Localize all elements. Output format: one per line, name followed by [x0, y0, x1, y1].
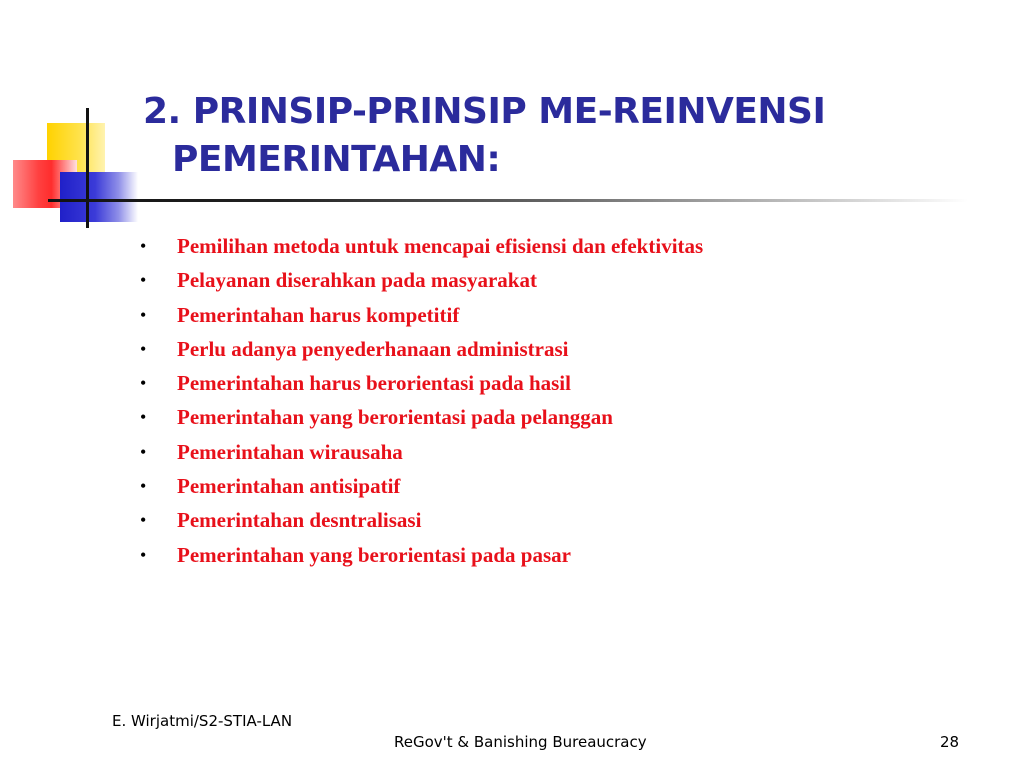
slide-title-line-2: PEMERINTAHAN: [172, 139, 501, 180]
bullet-text: Pelayanan diserahkan pada masyarakat [177, 268, 537, 293]
bullet-text: Pemerintahan harus kompetitif [177, 302, 460, 327]
list-item [140, 435, 703, 469]
slide-corner-logo [0, 0, 160, 240]
bullet-icon: • [140, 544, 147, 565]
logo-blue-square [60, 172, 138, 222]
footer-page-number: 28 [940, 733, 960, 751]
bullet-icon: • [140, 476, 147, 497]
bullet-icon: • [140, 510, 147, 531]
footer-author: E. Wirjatmi/S2-STIA-LAN [112, 712, 293, 730]
title-divider-line [48, 199, 968, 202]
list-item [140, 229, 703, 263]
bullet-icon: • [140, 236, 147, 256]
bullet-text: Pemerintahan wirausaha [177, 439, 403, 464]
list-item [140, 503, 703, 537]
bullet-text: Pemilihan metoda untuk mencapai efisiensi dan efektivitas [177, 234, 704, 258]
bullet-text: Pemerintahan desntralisasi [177, 508, 422, 533]
slide-title-line-1: 2. PRINSIP-PRINSIP ME-REINVENSI [143, 91, 826, 132]
bullet-icon: • [140, 441, 147, 462]
bullet-icon: • [140, 338, 147, 359]
list-item [140, 332, 703, 366]
bullet-text: Pemerintahan yang berorientasi pada pelanggan [177, 405, 613, 430]
bullet-text: Pemerintahan yang berorientasi pada pasar [177, 542, 571, 567]
list-item [140, 538, 703, 572]
bullet-icon: • [140, 407, 147, 428]
list-item [140, 400, 703, 434]
bullet-icon: • [140, 373, 147, 394]
list-item [140, 469, 703, 503]
bullet-list [140, 229, 703, 572]
list-item [140, 298, 703, 332]
bullet-icon: • [140, 270, 147, 291]
bullet-text: Perlu adanya penyederhanaan administrasi [177, 336, 569, 361]
slide-title [143, 88, 1003, 184]
footer-presentation-title: ReGov't & Banishing Bureaucracy [394, 733, 647, 751]
bullet-text: Pemerintahan harus berorientasi pada hasil [177, 371, 571, 396]
bullet-icon: • [140, 304, 147, 325]
bullet-text: Pemerintahan antisipatif [177, 474, 401, 499]
list-item [140, 263, 703, 297]
list-item [140, 366, 703, 400]
logo-vertical-line [86, 108, 89, 228]
